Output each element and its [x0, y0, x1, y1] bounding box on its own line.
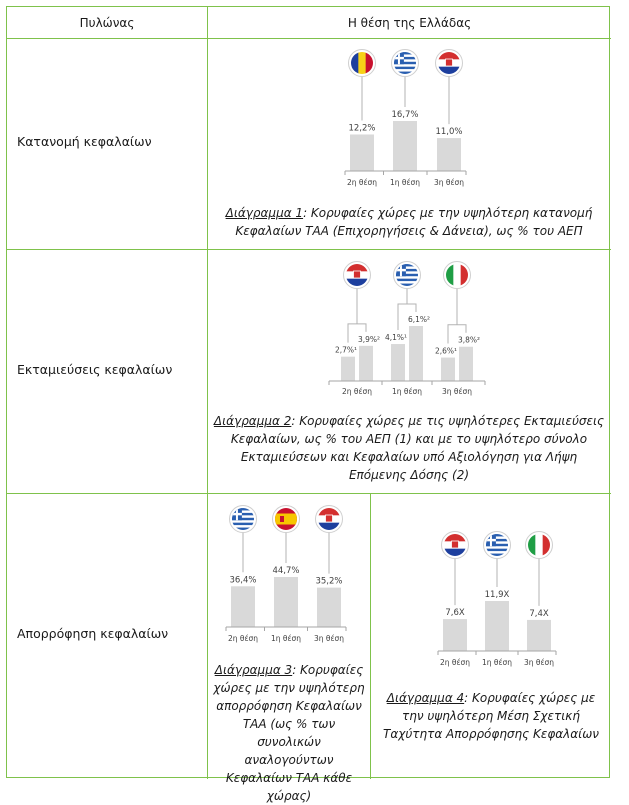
column-divider: [207, 7, 208, 779]
row-divider: [7, 493, 611, 494]
flag-romania-icon: [349, 50, 376, 77]
bar-value-label: 12,2%: [348, 123, 376, 134]
caption-1-text: : Κορυφαίες χώρες με την υψηλότερη κατανομή Κεφαλαίων ΤΑΑ (Επιχορηγήσεις & Δάνεια), ως % του ΑΕΠ: [235, 206, 593, 238]
position-label: 2η θέση: [346, 178, 378, 187]
position-label: 2η θέση: [341, 387, 373, 396]
position-label: 3η θέση: [523, 658, 555, 667]
bar: [341, 357, 355, 381]
position-label: 1η θέση: [481, 658, 513, 667]
caption-2: [211, 412, 607, 484]
flag-croatia-icon: [316, 506, 343, 533]
caption-3: [211, 661, 367, 805]
bar-value-label: 3,8%²: [457, 335, 481, 345]
position-label: 2η θέση: [439, 658, 471, 667]
bar-value-label: 36,4%: [229, 575, 257, 586]
bar: [350, 134, 374, 171]
caption-1: [211, 204, 607, 240]
caption-2-text: : Κορυφαίες χώρες με τις υψηλότερες Εκταμιεύσεις Κεφαλαίων, ως % του ΑΕΠ (1) και με το υψηλότερο σύνολο Εκταμιεύσεων και Κεφαλαίων υπό Αξιολόγηση για Λήψη Επόμενης Δόσης (2): [230, 414, 605, 482]
pillar-allocation: Κατανομή κεφαλαίων: [17, 134, 152, 149]
flag-greece-icon: [394, 262, 421, 289]
bar: [409, 326, 423, 381]
position-label: 3η θέση: [433, 178, 465, 187]
caption-4-text: : Κορυφαίες χώρες με την υψηλότερη Μέση Σχετική Ταχύτητα Απορρόφησης Κεφαλαίων: [382, 691, 599, 741]
position-label: 2η θέση: [227, 634, 259, 643]
position-label: 1η θέση: [389, 178, 421, 187]
row-divider: [7, 249, 611, 250]
bar: [459, 347, 473, 381]
caption-3-title: Διάγραμμα 3: [214, 663, 293, 677]
flag-croatia-icon: [442, 532, 469, 559]
bar-value-label: 7,6X: [445, 608, 465, 619]
chart-4: [425, 525, 565, 671]
caption-4: [375, 689, 607, 743]
bar-value-label: 2,6%¹: [434, 346, 458, 356]
position-label: 1η θέση: [391, 387, 423, 396]
flag-italy-icon: [526, 532, 553, 559]
caption-2-title: Διάγραμμα 2: [213, 414, 292, 428]
bar: [443, 619, 467, 651]
flag-croatia-icon: [344, 262, 371, 289]
chart-1: [317, 43, 487, 189]
row-divider: [7, 38, 611, 39]
bar: [317, 588, 341, 627]
position-label: 1η θέση: [270, 634, 302, 643]
bar-value-label: 11,0%: [435, 127, 463, 138]
bar: [527, 620, 551, 651]
bar-value-label: 4,1%¹: [384, 333, 408, 343]
flag-greece-icon: [230, 506, 257, 533]
header-greece-position: Η θέση της Ελλάδας: [347, 15, 472, 30]
chart-2: [317, 255, 502, 401]
flag-greece-icon: [392, 50, 419, 77]
bar: [274, 577, 298, 627]
chart-3: [217, 499, 347, 645]
pillar-disbursements: Εκταμιεύσεις κεφαλαίων: [17, 362, 173, 377]
position-label: 3η θέση: [313, 634, 345, 643]
bar-value-label: 2,7%¹: [334, 345, 358, 355]
bar: [441, 358, 455, 381]
bar-value-label: 11,9X: [484, 590, 510, 600]
bar: [393, 121, 417, 171]
bar: [485, 601, 509, 651]
bar: [359, 346, 373, 381]
flag-greece-icon: [484, 532, 511, 559]
bar: [437, 138, 461, 171]
bar: [391, 344, 405, 381]
flag-spain-icon: [273, 506, 300, 533]
bar-value-label: 44,7%: [272, 566, 300, 576]
position-label: 3η θέση: [441, 387, 473, 396]
bar-value-label: 35,2%: [315, 576, 343, 587]
caption-3-text: : Κορυφαίες χώρες με την υψηλότερη απορρόφηση Κεφαλαίων ΤΑΑ (ως % των συνολικών αναλογούντων Κεφαλαίων ΤΑΑ κάθε χώρας): [213, 663, 365, 803]
caption-4-title: Διάγραμμα 4: [386, 691, 465, 705]
column-divider: [370, 493, 371, 779]
bar-value-label: 6,1%²: [407, 315, 431, 324]
caption-1-title: Διάγραμμα 1: [225, 206, 304, 220]
flag-croatia-icon: [436, 50, 463, 77]
bar-value-label: 7,4X: [529, 608, 549, 619]
pillar-absorption: Απορρόφηση κεφαλαίων: [17, 626, 169, 641]
flag-italy-icon: [444, 262, 471, 289]
bar-value-label: 16,7%: [391, 110, 419, 120]
header-pillar: Πυλώνας: [79, 15, 135, 30]
pillars-table: [6, 6, 610, 803]
bar: [231, 586, 255, 627]
bar-value-label: 3,9%²: [357, 334, 381, 344]
